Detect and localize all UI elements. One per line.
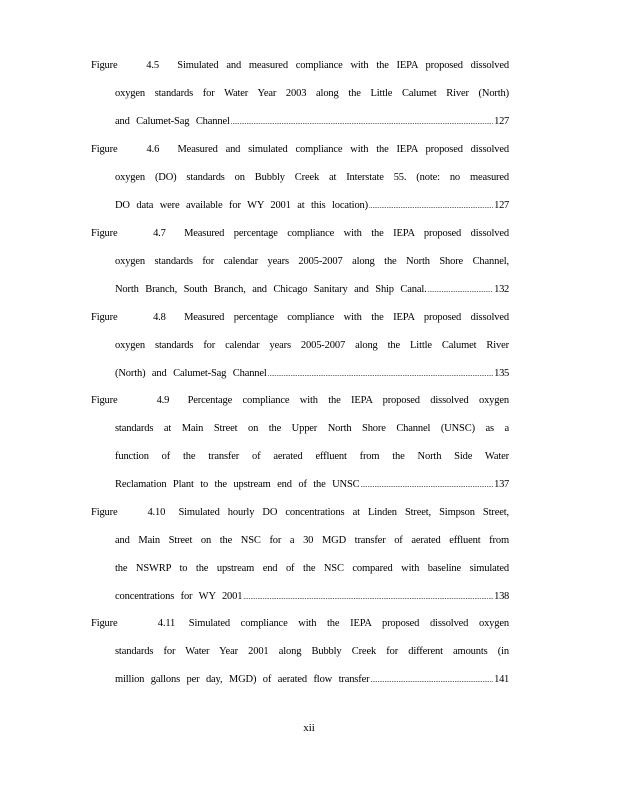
entry-line: the NSWRP to the upstream end of the NSC compared with baseline simulated [115,563,509,574]
dot-leader [370,673,493,687]
dot-leader [361,478,494,492]
entry-text: Simulated and measured compliance with the IEPA proposed dissolved [177,60,509,71]
figure-number: 4.11 [157,618,176,629]
figure-label: Figure [91,507,118,518]
figure-number: 4.6 [146,144,160,155]
entry-last-line [115,478,509,492]
entry-line: oxygen (DO) standards on Bubbly Creek at Interstate 55. (note: no measured [115,172,509,183]
dot-leader [428,283,494,297]
dot-leader [231,115,493,129]
figure-number: 4.5 [146,60,159,71]
entry-text: Percentage compliance with the IEPA proposed dissolved oxygen [187,395,509,406]
entry-text: Measured percentage compliance with the IEPA proposed dissolved [184,228,509,239]
entry-line [91,143,509,157]
page-number: xii [303,722,315,734]
entry-line [91,227,509,241]
page-reference: 127 [494,200,509,211]
entry-line [91,394,509,408]
entry-last-line [115,115,509,129]
dot-leader [243,590,493,604]
figure-label: Figure [91,395,118,406]
figure-label: Figure [91,144,118,155]
page-reference: 135 [494,368,509,379]
page-reference: 137 [494,479,509,490]
entry-line [91,617,509,631]
page-reference: 141 [494,674,509,685]
entry-line [91,311,509,325]
entry-text: Reclamation Plant to the upstream end of the UNSC [115,479,360,490]
entry-text: DO data were available for WY 2001 at this location) [115,200,368,211]
dot-leader [369,199,493,213]
entry-line [91,59,509,73]
figure-number: 4.7 [153,228,166,239]
entry-text: North Branch, South Branch, and Chicago Sanitary and Ship Canal. [115,284,427,295]
entry-last-line [115,283,509,297]
entry-line: oxygen standards for calendar years 2005-2007 along the North Shore Channel, [115,256,509,267]
page-reference: 127 [494,116,509,127]
figure-label: Figure [91,60,118,71]
entry-text: Measured and simulated compliance with the IEPA proposed dissolved [177,144,510,155]
entry-text: concentrations for WY 2001 [115,591,243,602]
entry-text: Measured percentage compliance with the IEPA proposed dissolved [184,312,509,323]
entry-line: and Main Street on the NSC for a 30 MGD transfer of aerated effluent from [115,535,509,546]
entry-last-line [115,673,509,687]
entry-line: standards for Water Year 2001 along Bubbly Creek for different amounts (in [115,646,509,657]
entry-line [91,506,509,520]
page-reference: 132 [494,284,509,295]
page-reference: 138 [494,591,509,602]
figure-label: Figure [91,618,118,629]
entry-line: oxygen standards for calendar years 2005-2007 along the Little Calumet River [115,340,509,351]
entry-text: and Calumet-Sag Channel [115,116,230,127]
entry-line: oxygen standards for Water Year 2003 along the Little Calumet River (North) [115,88,509,99]
entry-text: Simulated hourly DO concentrations at Linden Street, Simpson Street, [178,507,509,518]
entry-last-line [115,199,509,213]
entry-line: function of the transfer of aerated effluent from the North Side Water [115,451,509,462]
entry-line: standards at Main Street on the Upper North Shore Channel (UNSC) as a [115,423,509,434]
figure-number: 4.8 [153,312,166,323]
figure-label: Figure [91,312,118,323]
figure-number: 4.10 [147,507,166,518]
entry-text: Simulated compliance with the IEPA proposed dissolved oxygen [188,618,509,629]
entry-last-line [115,367,509,381]
entry-last-line [115,590,509,604]
figure-label: Figure [91,228,118,239]
entry-text: (North) and Calumet-Sag Channel [115,368,267,379]
entry-text: million gallons per day, MGD) of aerated flow transfer [115,674,370,685]
dot-leader [268,367,493,381]
figure-number: 4.9 [156,395,170,406]
